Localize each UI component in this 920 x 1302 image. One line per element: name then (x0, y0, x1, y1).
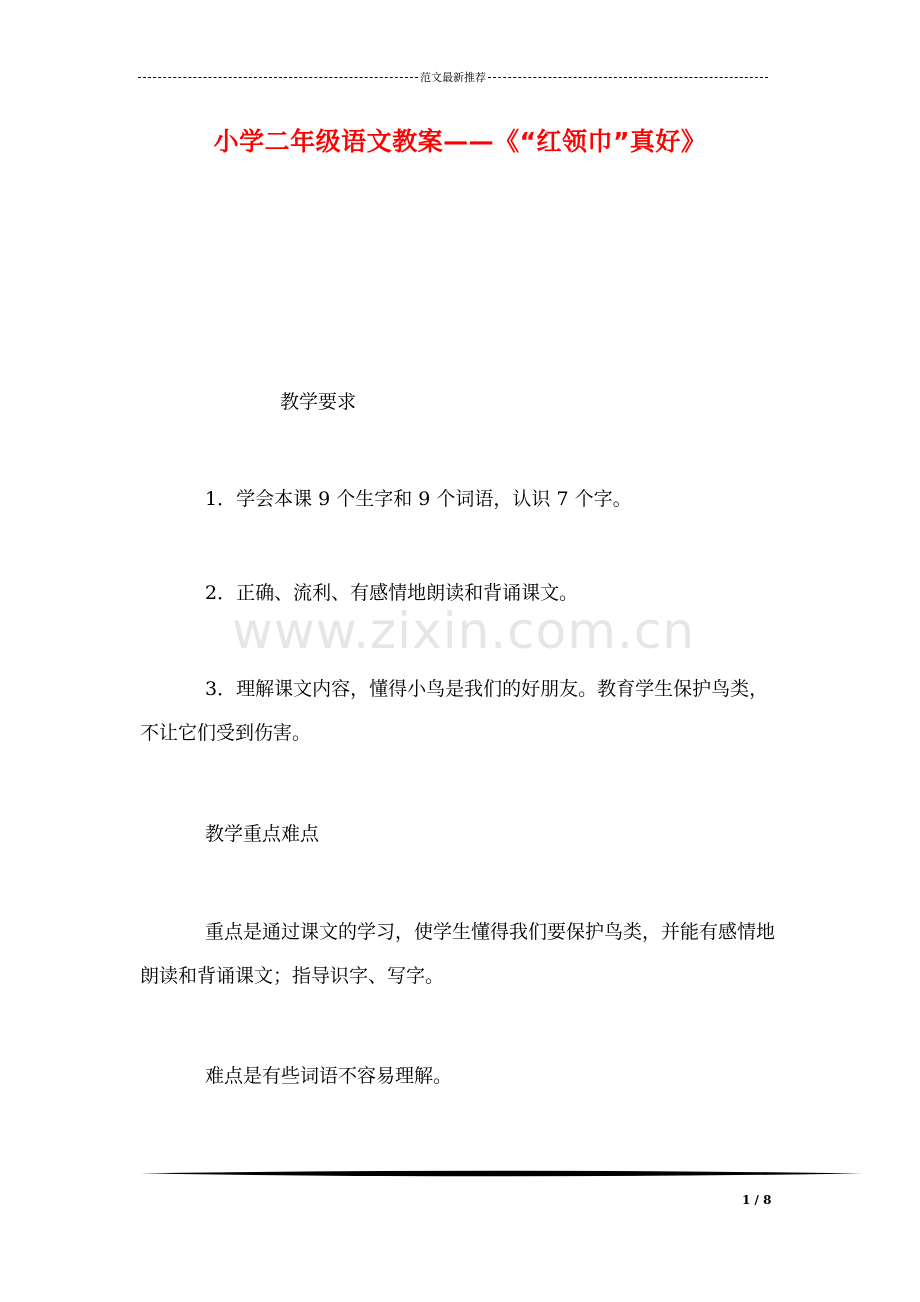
watermark: www.zixin.com.cn (232, 602, 696, 660)
key-point-paragraph: 重点是通过课文的学习，使学生懂得我们要保护鸟类，并能有感情地朗读和背诵课文；指导识字、写字。 (140, 921, 776, 987)
page-number: 1 / 8 (742, 1193, 772, 1207)
page-header (138, 68, 768, 86)
section-heading-requirements: 教学要求 (280, 391, 357, 413)
requirement-item-3: 3．理解课文内容，懂得小鸟是我们的好朋友。教育学生保护鸟类，不让它们受到伤害。 (140, 678, 769, 744)
difficulty-paragraph: 难点是有些词语不容易理解。 (205, 1065, 453, 1087)
requirement-item-1: 1．学会本课 9 个生字和 9 个词语，认识 7 个字。 (205, 488, 632, 510)
section-heading-key-points: 教学重点难点 (205, 823, 320, 845)
footer-rule (140, 1169, 862, 1178)
header-dash-right (488, 77, 768, 78)
header-label: 范文最新推荐 (420, 71, 486, 84)
header-dash-left (138, 77, 418, 78)
document-title: 小学二年级语文教案——《“红领巾”真好》 (213, 127, 707, 156)
requirement-item-2: 2．正确、流利、有感情地朗读和背诵课文。 (205, 582, 579, 604)
